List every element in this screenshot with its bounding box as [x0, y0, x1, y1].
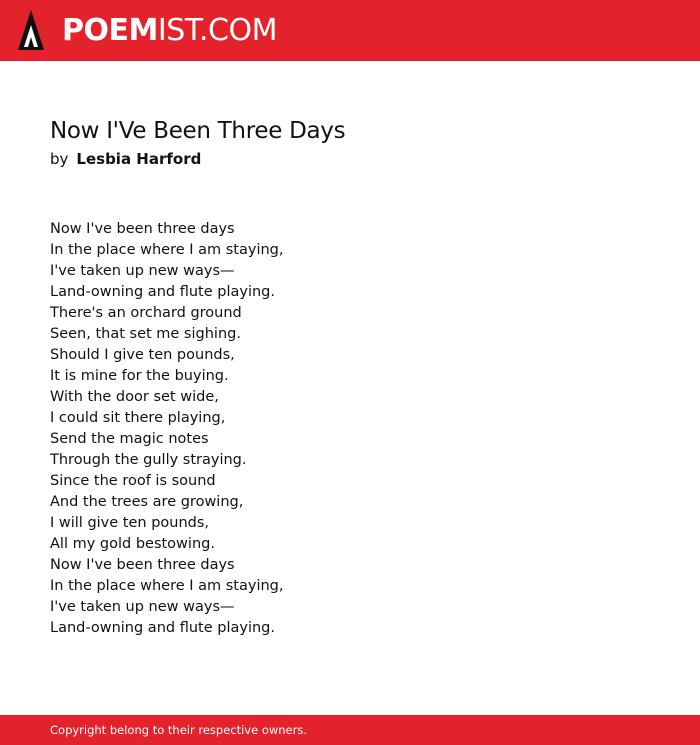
byline: [50, 149, 201, 169]
poem-line: Land-owning and flute playing.: [50, 284, 275, 300]
poem-line: All my gold bestowing.: [50, 536, 215, 552]
site-logo-text: [62, 12, 277, 50]
poem-line: I could sit there playing,: [50, 410, 226, 426]
author-link[interactable]: Lesbia Harford: [76, 150, 202, 168]
poem-line: Seen, that set me sighing.: [50, 326, 241, 342]
poem-line: I will give ten pounds,: [50, 515, 210, 531]
poem-title: Now I'Ve Been Three Days: [50, 118, 346, 144]
poem-line: With the door set wide,: [50, 389, 219, 405]
poem-line: Through the gully straying.: [50, 452, 247, 468]
site-header: [0, 0, 700, 61]
poem-line: There's an orchard ground: [50, 305, 242, 321]
poem-line: In the place where I am staying,: [50, 242, 284, 258]
pencil-icon: [18, 10, 44, 51]
poem-line: Send the magic notes: [50, 431, 209, 447]
poem-line: Now I've been three days: [50, 221, 235, 237]
brand-bold: POEM: [62, 13, 158, 48]
poem-line: Land-owning and flute playing.: [50, 620, 275, 636]
poem-line: In the place where I am staying,: [50, 578, 284, 594]
poem-body: [50, 219, 284, 639]
poem-line: Since the roof is sound: [50, 473, 216, 489]
copyright-notice: Copyright belong to their respective owners.: [50, 723, 308, 737]
by-label: by: [50, 150, 69, 168]
poem-line: I've taken up new ways—: [50, 263, 235, 279]
poem-line: Now I've been three days: [50, 557, 235, 573]
poem-line: Should I give ten pounds,: [50, 347, 235, 363]
site-footer: [0, 715, 700, 745]
brand-light: IST.COM: [157, 13, 277, 48]
poem-line: It is mine for the buying.: [50, 368, 229, 384]
poem-line: And the trees are growing,: [50, 494, 244, 510]
poem-line: I've taken up new ways—: [50, 599, 235, 615]
